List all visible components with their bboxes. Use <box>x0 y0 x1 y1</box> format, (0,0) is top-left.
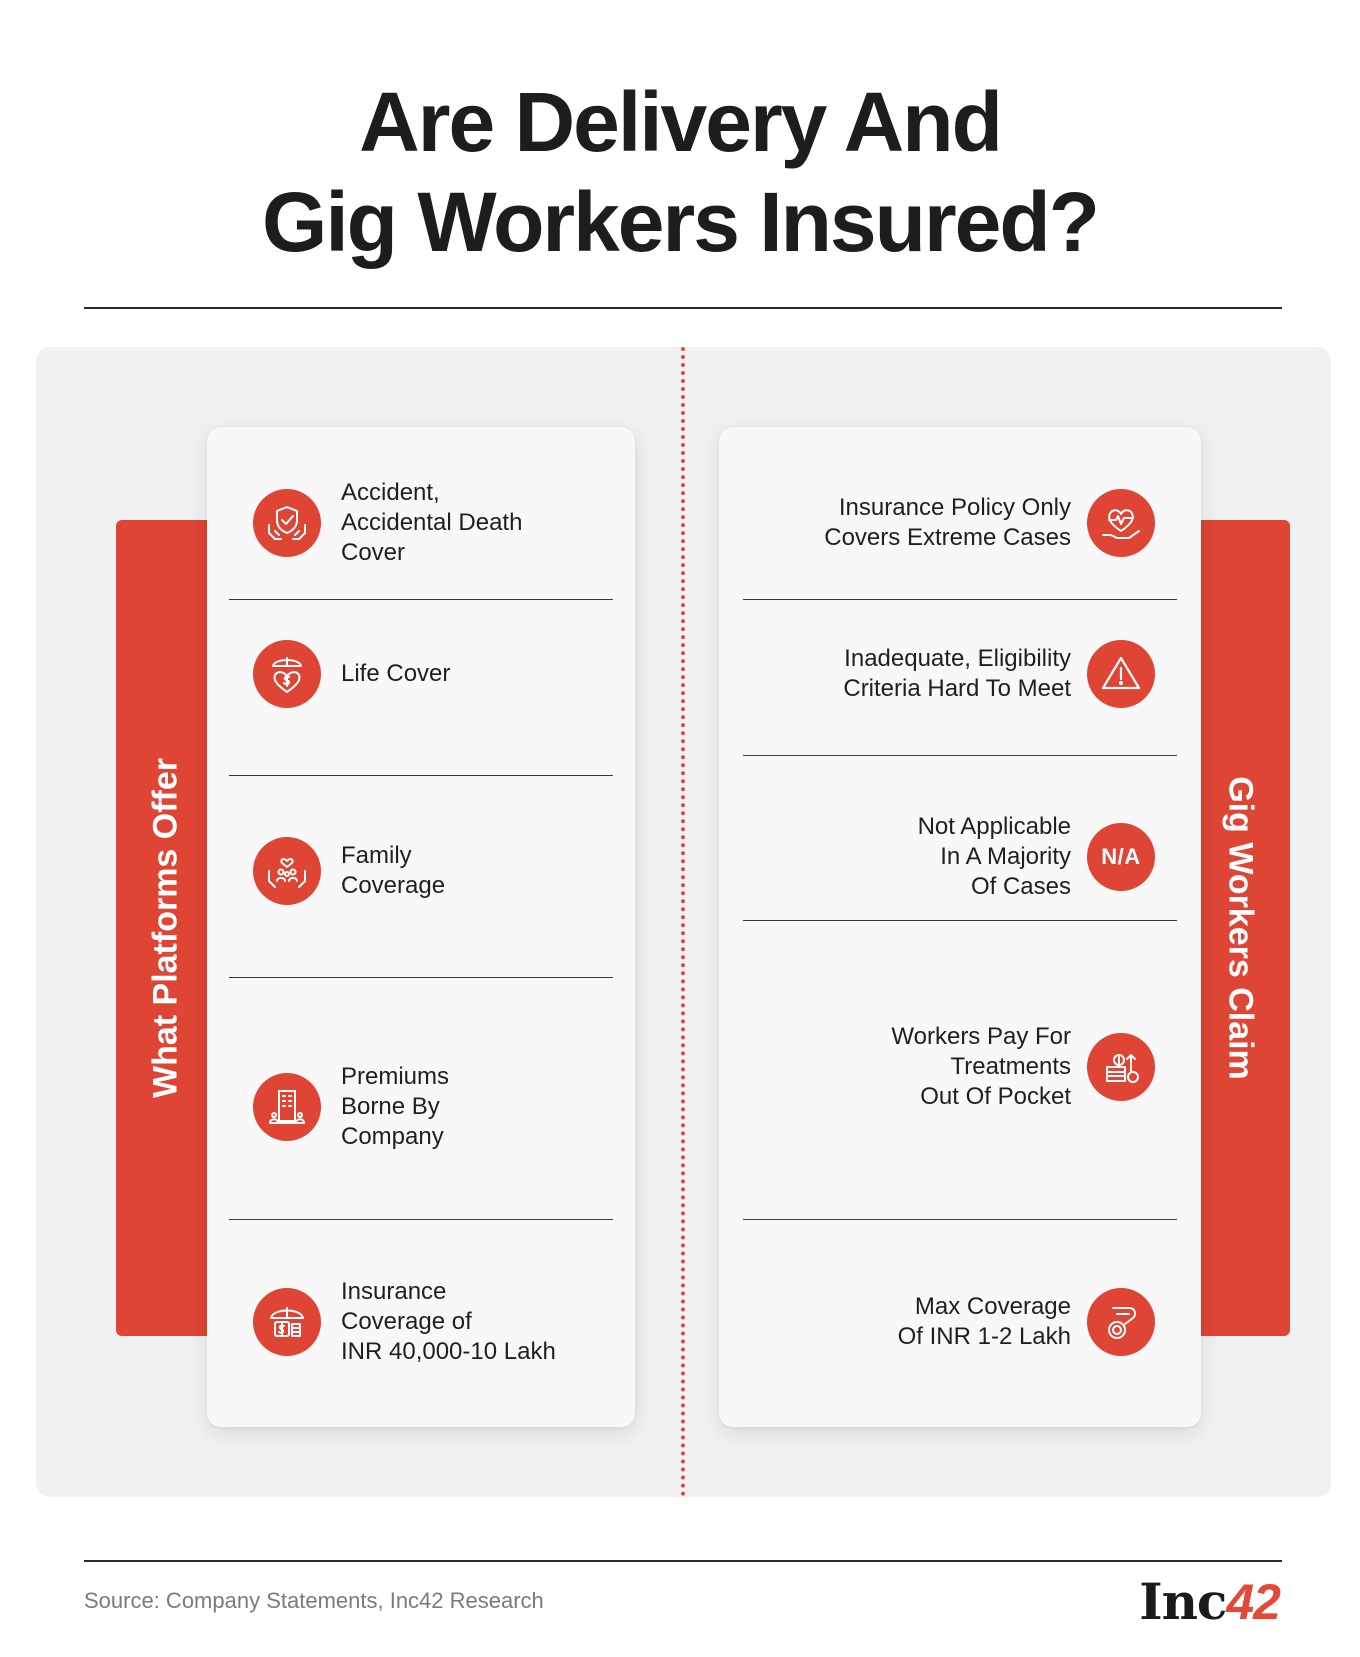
offer-text: Accident, Accidental Death Cover <box>341 479 523 566</box>
claim-item <box>719 942 1201 1192</box>
separator <box>229 775 613 776</box>
logo-word: Inc <box>1139 1572 1227 1631</box>
offer-item <box>207 791 635 951</box>
offer-item <box>207 1242 635 1402</box>
claim-item <box>719 463 1201 583</box>
offer-item <box>207 463 635 583</box>
claim-item <box>719 1242 1201 1402</box>
claims-card <box>719 427 1201 1427</box>
inc42-logo <box>1139 1572 1280 1631</box>
shield-hands-icon <box>253 489 321 557</box>
offer-text: Family Coverage <box>341 842 446 899</box>
offer-text: Premiums Borne By Company <box>341 1063 450 1150</box>
right-tab-label: Gig Workers Claim <box>1221 776 1260 1080</box>
left-tab <box>116 520 216 1336</box>
claim-text: Insurance Policy Only Covers Extreme Cases <box>824 494 1071 551</box>
na-icon-label: N/A <box>1101 844 1141 869</box>
title-line-2: Gig Workers Insured? <box>262 175 1098 269</box>
claim-item <box>719 777 1201 937</box>
company-building-icon <box>253 1073 321 1141</box>
offer-text: Insurance Coverage of INR 40,000-10 Lakh <box>341 1278 556 1365</box>
claim-text: Max Coverage Of INR 1-2 Lakh <box>897 1293 1071 1350</box>
top-divider <box>84 307 1282 309</box>
na-icon <box>1087 823 1155 891</box>
title-line-1: Are Delivery And <box>359 75 1001 169</box>
family-care-icon <box>253 837 321 905</box>
source-note: Source: Company Statements, Inc42 Research <box>84 1588 544 1613</box>
coin-hand-icon <box>1087 1288 1155 1356</box>
separator <box>743 599 1177 600</box>
separator <box>743 1219 1177 1220</box>
offer-text: Life Cover <box>341 660 451 687</box>
money-umbrella-icon <box>253 1288 321 1356</box>
page-title <box>0 72 1360 272</box>
money-stack-icon <box>1087 1033 1155 1101</box>
warning-triangle-icon <box>1087 640 1155 708</box>
left-tab-label: What Platforms Offer <box>146 757 185 1099</box>
separator <box>229 599 613 600</box>
logo-number: 42 <box>1226 1574 1280 1630</box>
offer-item <box>207 997 635 1217</box>
bottom-divider <box>84 1560 1282 1562</box>
claim-text: Inadequate, Eligibility Criteria Hard To Meet <box>843 645 1071 702</box>
heart-umbrella-icon <box>253 640 321 708</box>
separator <box>743 755 1177 756</box>
heartbeat-hand-icon <box>1087 489 1155 557</box>
claim-item <box>719 619 1201 729</box>
offer-item <box>207 619 635 729</box>
claim-text: Workers Pay For Treatments Out Of Pocket <box>891 1023 1071 1110</box>
offers-card <box>207 427 635 1427</box>
separator <box>229 977 613 978</box>
center-dotted-divider <box>681 347 685 1497</box>
separator <box>743 920 1177 921</box>
separator <box>229 1219 613 1220</box>
right-tab <box>1190 520 1290 1336</box>
claim-text: Not Applicable In A Majority Of Cases <box>917 813 1071 900</box>
